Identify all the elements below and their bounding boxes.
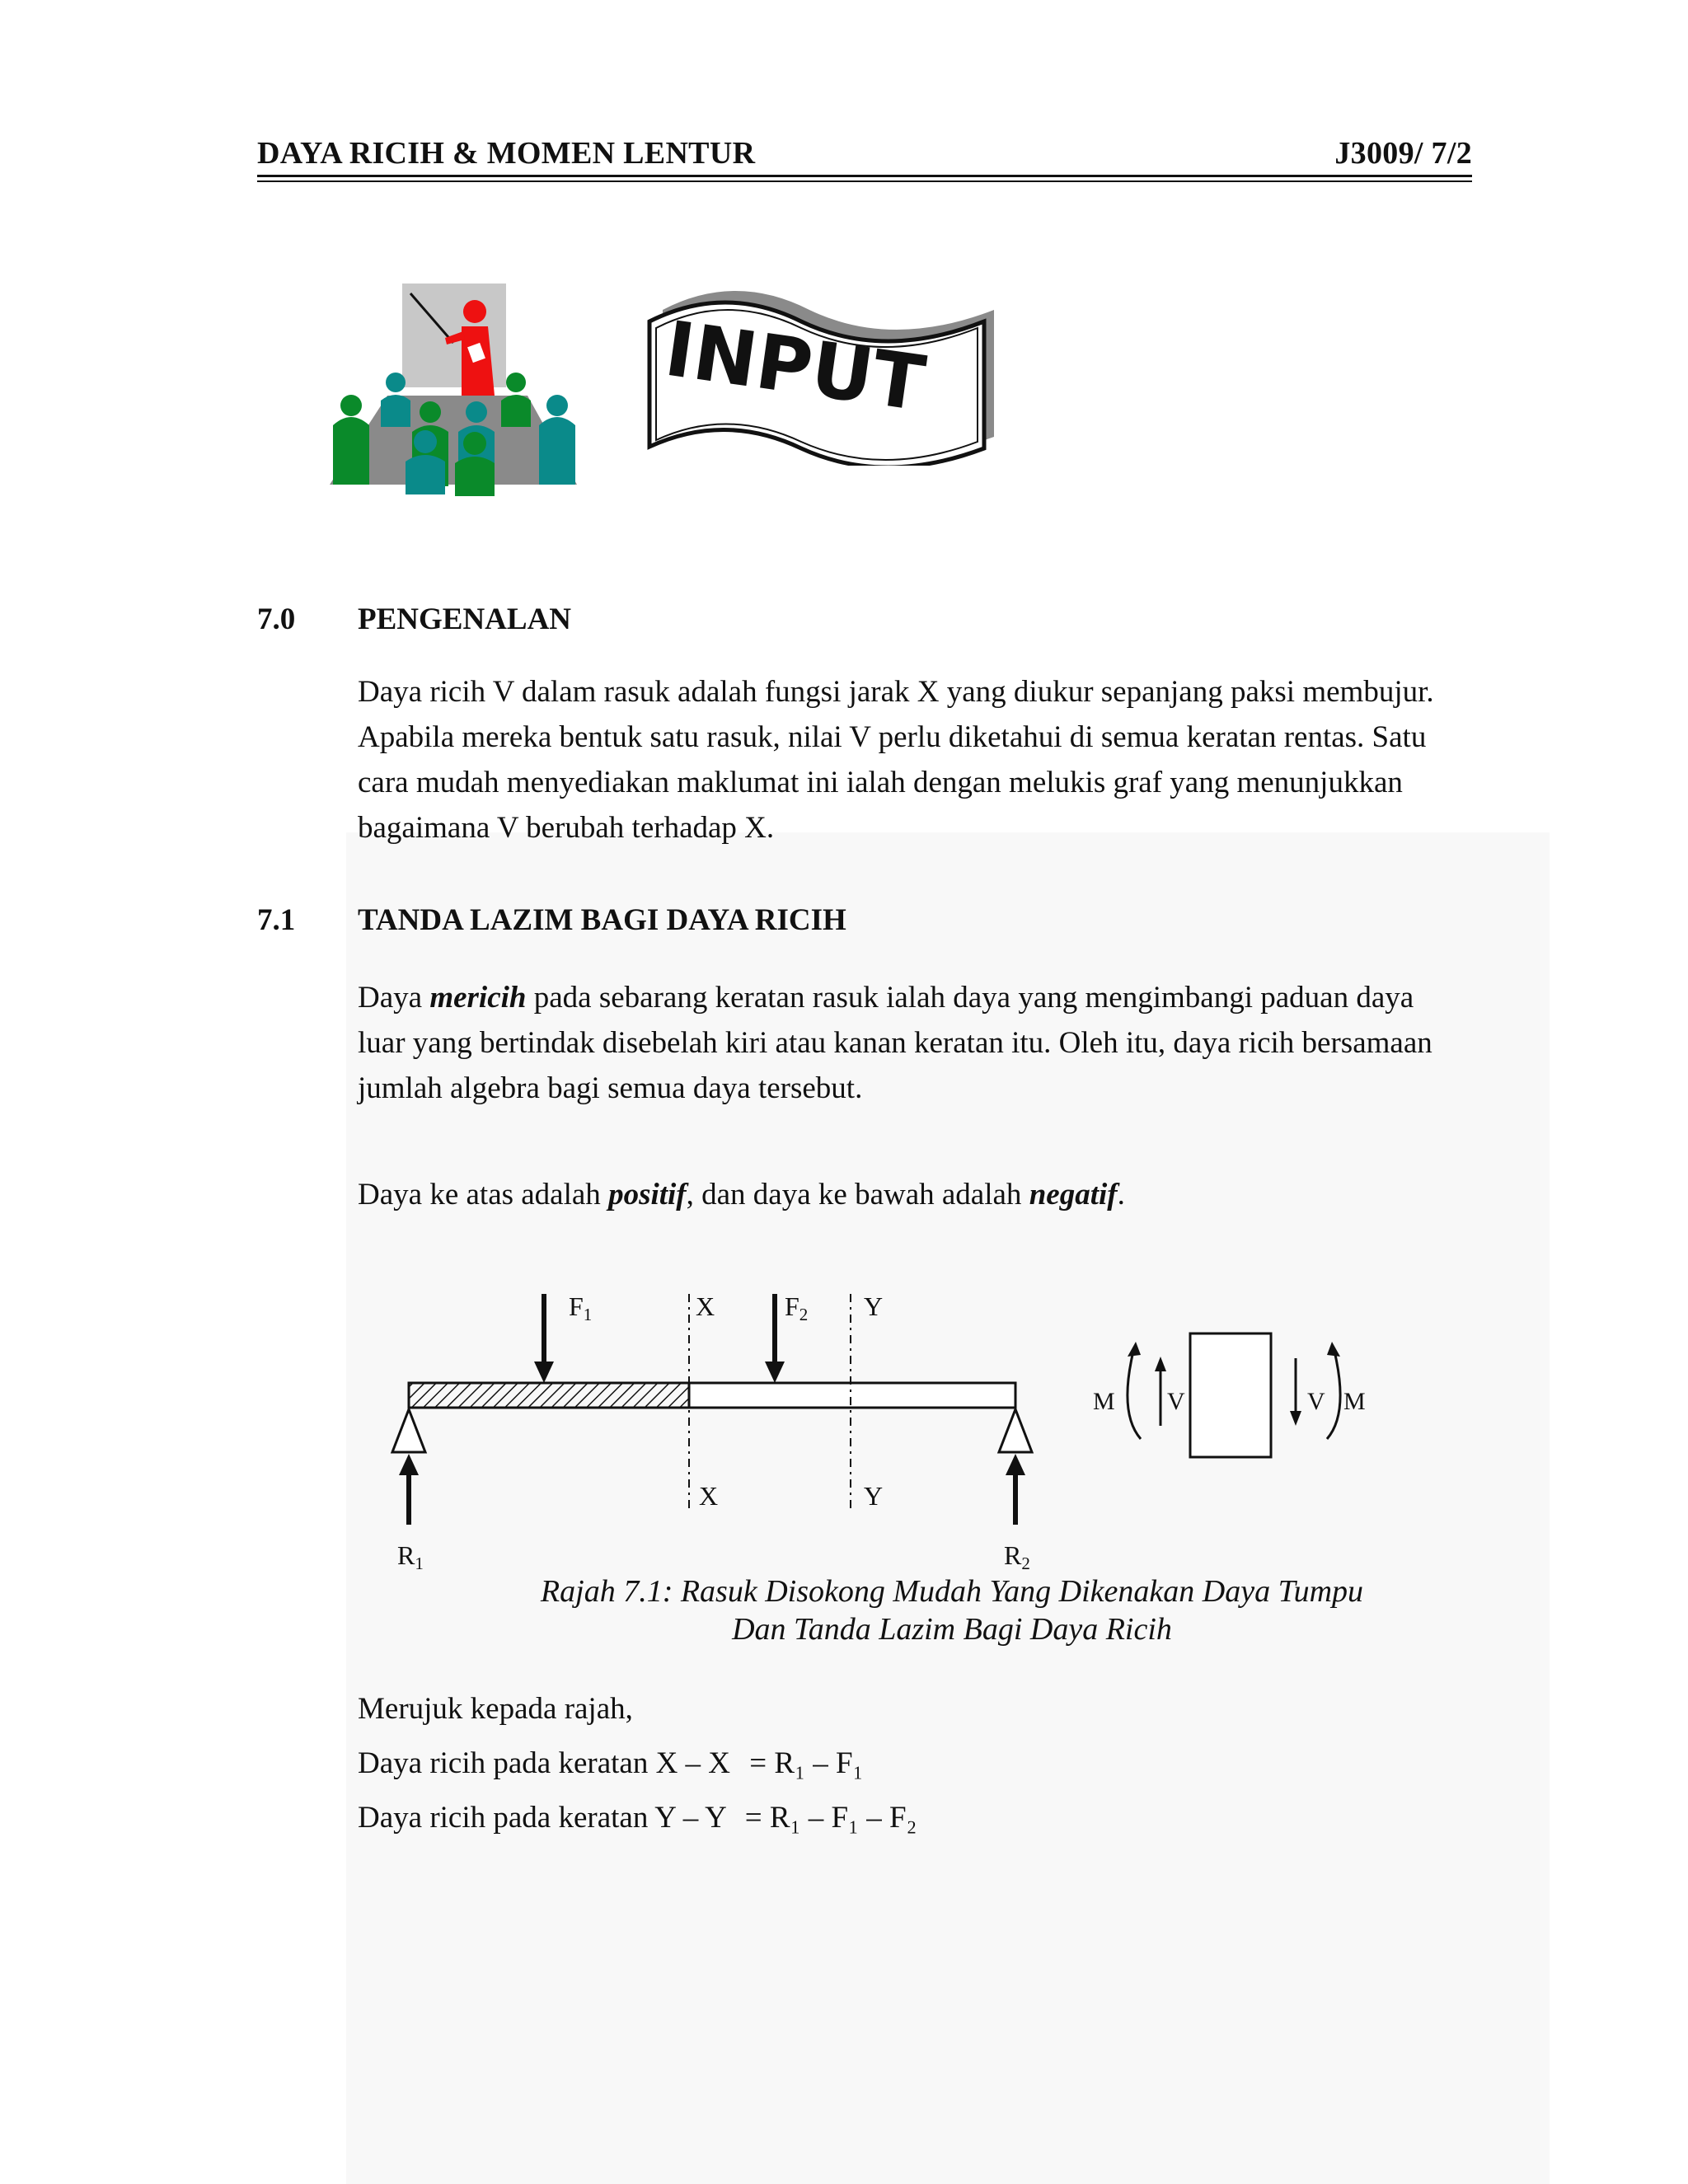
beam-diagram — [363, 1269, 1401, 1582]
text-line: bagaimana V berubah terhadap X. — [358, 811, 775, 845]
arrow-head-icon — [1290, 1411, 1301, 1426]
text-fragment: pada sebarang keratan rasuk ialah daya yang mengimbangi paduan daya — [526, 981, 1414, 1015]
equation-label: Daya ricih pada keratan X – X — [358, 1746, 731, 1780]
figure-caption — [457, 1572, 1447, 1648]
arrow-head-icon — [534, 1361, 554, 1383]
equations-intro: Merujuk kepada rajah, — [358, 1692, 633, 1726]
sign-convention-element — [1190, 1333, 1271, 1457]
intro-paragraph — [358, 669, 1561, 851]
left-support-icon — [392, 1409, 425, 1452]
emphasis-text: mericih — [429, 981, 527, 1015]
arrow-head-icon — [1155, 1357, 1166, 1371]
arrow-head-icon — [1128, 1342, 1141, 1357]
section-title: TANDA LAZIM BAGI DAYA RICIH — [358, 903, 846, 937]
arrow-head-icon — [399, 1454, 419, 1475]
section-number: 7.1 — [257, 903, 296, 937]
moment-label-right: M — [1343, 1388, 1366, 1415]
input-banner — [645, 280, 999, 466]
text-fragment: . — [1117, 1178, 1125, 1212]
arrow-head-icon — [765, 1361, 785, 1383]
right-support-icon — [999, 1409, 1032, 1452]
equation-label: Daya ricih pada keratan Y – Y — [358, 1801, 726, 1835]
moment-arrow-left — [1128, 1355, 1141, 1439]
text-line — [358, 975, 1561, 1020]
header-rule — [257, 175, 1472, 177]
reaction-r2-label: R2 — [1004, 1540, 1030, 1573]
section-y-bottom-label: Y — [864, 1481, 884, 1511]
text-line: Daya ricih V dalam rasuk adalah fungsi jarak X yang diukur sepanjang paksi membujur. — [358, 675, 1434, 709]
moment-label-left: M — [1093, 1388, 1115, 1415]
header-code: J3009/ 7/2 — [1334, 136, 1472, 171]
header-title: DAYA RICIH & MOMEN LENTUR — [257, 136, 756, 171]
text-fragment: Daya ke atas adalah — [358, 1178, 609, 1212]
emphasis-text: negatif — [1029, 1178, 1118, 1212]
shear-definition-paragraph — [358, 975, 1561, 1111]
equation-expression: = R₁ – F₁ — [749, 1746, 864, 1780]
equation-line-1 — [358, 1746, 863, 1781]
beam-hatched-segment — [409, 1383, 689, 1408]
header-rule-double — [257, 180, 1472, 182]
load-f1-label: F1 — [569, 1291, 593, 1324]
text-line: Apabila mereka bentuk satu rasuk, nilai V perlu diketahui di semua keratan rentas. Satu — [358, 720, 1427, 754]
equation-expression: = R₁ – F₁ – F₂ — [744, 1801, 917, 1835]
load-f2-label: F2 — [785, 1291, 809, 1324]
arrow-head-icon — [1327, 1342, 1340, 1357]
section-x-top-label: X — [696, 1291, 715, 1321]
text-fragment: Daya — [358, 981, 430, 1015]
section-title: PENGENALAN — [358, 602, 572, 636]
shear-label-right: V — [1307, 1388, 1325, 1415]
arrow-head-icon — [1006, 1454, 1025, 1475]
section-number: 7.0 — [257, 602, 296, 636]
text-line: cara mudah menyediakan maklumat ini ialah dengan melukis graf yang menunjukkan — [358, 766, 1403, 799]
caption-line: Dan Tanda Lazim Bagi Daya Ricih — [732, 1612, 1172, 1647]
reaction-r1-label: R1 — [397, 1540, 424, 1573]
page-header — [257, 135, 1472, 185]
sign-convention-paragraph — [358, 1172, 1561, 1217]
presentation-clipart-icon — [330, 280, 585, 503]
moment-arrow-right — [1327, 1355, 1340, 1439]
text-line: jumlah algebra bagi semua daya tersebut. — [358, 1071, 863, 1105]
section-x-bottom-label: X — [699, 1481, 719, 1511]
caption-line: Rajah 7.1: Rasuk Disokong Mudah Yang Dikenakan Daya Tumpu — [540, 1574, 1364, 1609]
equation-line-2 — [358, 1800, 917, 1835]
emphasis-text: positif — [608, 1178, 687, 1212]
wavy-flag-icon — [645, 280, 999, 466]
text-fragment: , dan daya ke bawah adalah — [686, 1178, 1029, 1212]
section-y-top-label: Y — [864, 1291, 884, 1321]
beam-plain-segment — [689, 1383, 1015, 1408]
text-line: luar yang bertindak disebelah kiri atau kanan keratan itu. Oleh itu, daya ricih bersamaan — [358, 1026, 1432, 1060]
shear-label-left: V — [1167, 1388, 1185, 1415]
banner-text: INPUT — [659, 304, 931, 429]
